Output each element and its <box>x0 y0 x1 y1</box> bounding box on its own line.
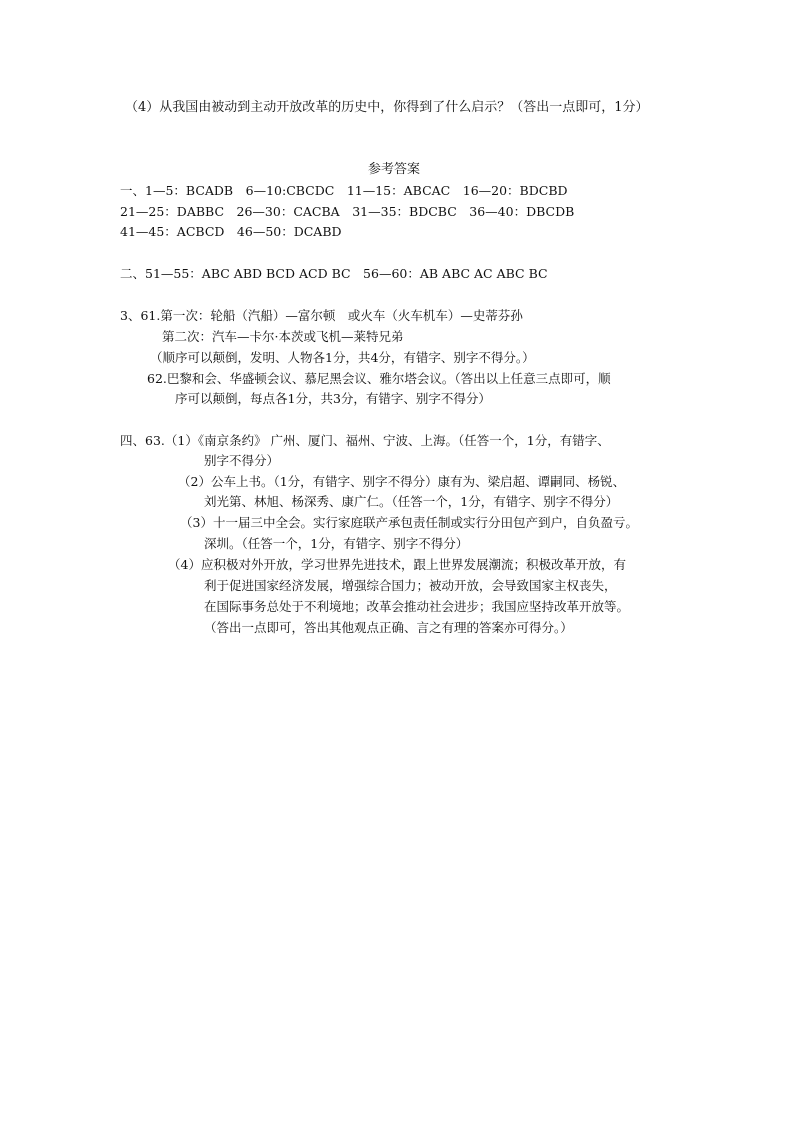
section-3-line-5: 序可以颠倒，每点各1分，共3分，有错字、别字不得分） <box>175 391 491 406</box>
section-3-line-2: 第二次：汽车—卡尔·本茨或飞机—莱特兄弟 <box>162 329 404 344</box>
section-4-line-8: 利于促进国家经济发展，增强综合国力；被动开放，会导致国家主权丧失， <box>204 578 617 593</box>
section-3-line-3: （顺序可以颠倒，发明、人物各1分，共4分，有错字、别字不得分。） <box>150 350 535 365</box>
section-1-line-3: 41—45：ACBCD 46—50：DCABD <box>120 224 342 239</box>
section-3-line-4: 62.巴黎和会、华盛顿会议、慕尼黑会议、雅尔塔会议。（答出以上任意三点即可，顺 <box>147 371 611 386</box>
section-1-line-2: 21—25：DABBC 26—30：CACBA 31—35：BDCBC 36—40：DBCDB <box>120 204 575 219</box>
answer-title: 参考答案 <box>368 162 421 177</box>
section-4-line-6: 深圳。（任答一个，1分，有错字、别字不得分） <box>204 536 469 551</box>
section-4-line-2: 别字不得分） <box>204 453 280 468</box>
section-4-line-4: 刘光第、林旭、杨深秀、康广仁。（任答一个，1分，有错字、别字不得分） <box>204 494 619 509</box>
section-4-line-5: （3）十一届三中全会。实行家庭联产承包责任制或实行分田包产到户，自负盈亏。 <box>180 515 638 530</box>
section-1-line-1: 一、1—5：BCADB 6—10:CBCDC 11—15：ABCAC 16—20：BDCBD <box>120 183 568 198</box>
section-4-line-10: （答出一点即可，答出其他观点正确、言之有理的答案亦可得分。） <box>204 620 573 635</box>
section-3-line-1: 3、61.第一次：轮船（汽船）—富尔顿 或火车（火车机车）—史蒂芬孙 <box>120 308 523 323</box>
section-2-line-1: 二、51—55：ABC ABD BCD ACD BC 56—60：AB ABC AC ABC BC <box>120 266 548 281</box>
section-4-line-3: （2）公车上书。（1分，有错字、别字不得分）康有为、梁启超、谭嗣同、杨锐、 <box>178 474 626 489</box>
section-4-line-1: 四、63.（1）《南京条约》 广州、厦门、福州、宁波、上海。（任答一个，1分，有错字、 <box>120 433 610 448</box>
section-4-line-9: 在国际事务总处于不利境地；改革会推动社会进步；我国应坚持改革开放等。 <box>204 599 630 614</box>
section-4-line-7: （4）应积极对外开放，学习世界先进技术，跟上世界发展潮流；积极改革开放，有 <box>168 557 626 572</box>
question-4: （4）从我国由被动到主动开放改革的历史中，你得到了什么启示？（答出一点即可，1分） <box>125 100 649 115</box>
